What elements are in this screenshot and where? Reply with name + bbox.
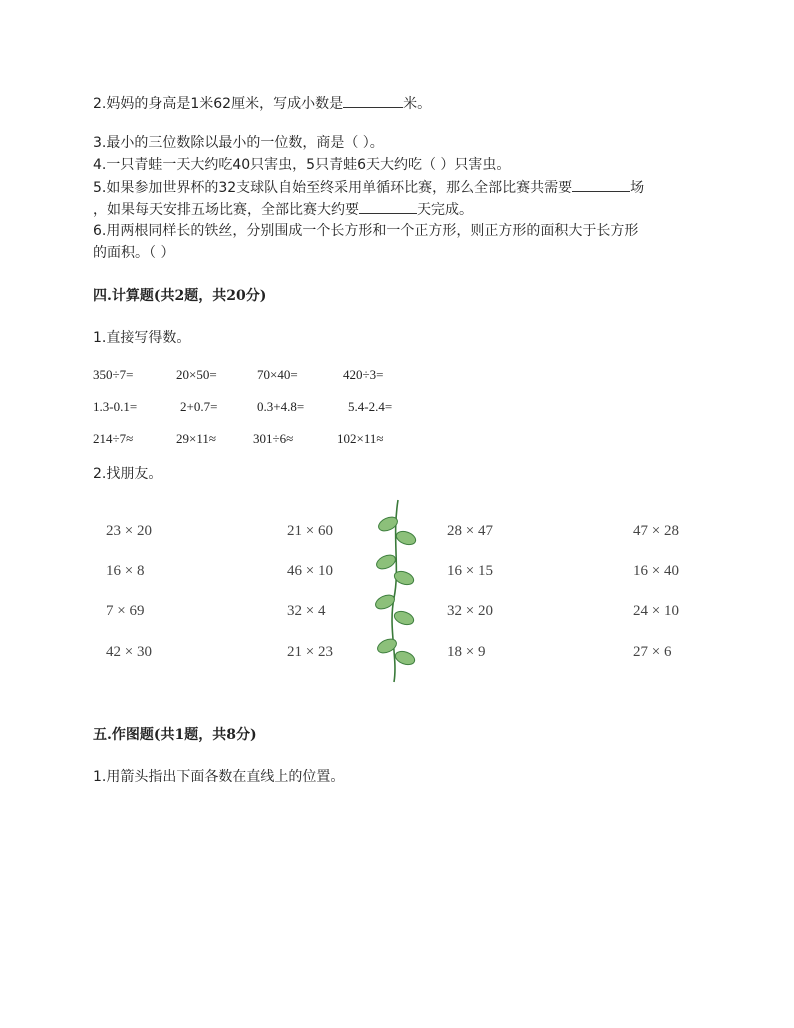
calc-item: 350÷7= [93, 367, 134, 382]
pair-expression: 21 × 60 [287, 523, 333, 539]
section-4-question-2: 2.找朋友。 [93, 466, 163, 482]
calc-item: 301÷6≈ [253, 431, 294, 446]
pair-expression: 46 × 10 [287, 563, 333, 579]
calc-item: 0.3+4.8= [257, 399, 305, 414]
pair-expression: 16 × 8 [106, 563, 145, 579]
calc-item: 20×50= [176, 367, 217, 382]
answer-blank[interactable] [343, 93, 403, 108]
pair-expression: 7 × 69 [106, 603, 145, 619]
question-3: 3.最小的三位数除以最小的一位数，商是（ ）。 [93, 135, 384, 151]
calc-item: 214÷7≈ [93, 431, 134, 446]
calc-item: 420÷3= [343, 367, 384, 382]
question-5-line-1: 5.如果参加世界杯的32支球队自始至终采用单循环比赛，那么全部比赛共需要 场 [93, 177, 644, 198]
pair-expression: 42 × 30 [106, 644, 152, 660]
leafy-vine-icon [370, 498, 420, 684]
pair-expression: 32 × 20 [447, 603, 493, 619]
answer-blank[interactable] [359, 199, 417, 214]
pair-expression: 18 × 9 [447, 644, 486, 660]
section-5-title: 五.作图题(共1题，共8分) [93, 727, 257, 743]
calc-item: 29×11≈ [176, 431, 216, 446]
pair-expression: 23 × 20 [106, 523, 152, 539]
section-4-title: 四.计算题(共2题，共20分) [93, 288, 267, 304]
pair-expression: 28 × 47 [447, 523, 493, 539]
calc-item: 5.4-2.4= [348, 399, 393, 414]
calc-item: 102×11≈ [337, 431, 384, 446]
question-2: 2.妈妈的身高是1米62厘米，写成小数是 米。 [93, 93, 431, 114]
pair-expression: 47 × 28 [633, 523, 679, 539]
question-6-line-2: 的面积。（ ） [93, 245, 175, 261]
calc-item: 2+0.7= [180, 399, 218, 414]
calc-item: 70×40= [257, 367, 298, 382]
pair-expression: 27 × 6 [633, 644, 672, 660]
pair-expression: 16 × 15 [447, 563, 493, 579]
pair-expression: 24 × 10 [633, 603, 679, 619]
pair-expression: 21 × 23 [287, 644, 333, 660]
question-5-line-2: ，如果每天安排五场比赛，全部比赛大约要 天完成。 [93, 199, 473, 220]
section-4-question-1: 1.直接写得数。 [93, 330, 191, 346]
answer-blank[interactable] [572, 177, 630, 192]
section-5-question-1: 1.用箭头指出下面各数在直线上的位置。 [93, 769, 345, 785]
calc-item: 1.3-0.1= [93, 399, 138, 414]
pair-expression: 32 × 4 [287, 603, 326, 619]
question-6-line-1: 6.用两根同样长的铁丝，分别围成一个长方形和一个正方形，则正方形的面积大于长方形 [93, 223, 639, 239]
pair-expression: 16 × 40 [633, 563, 679, 579]
question-4: 4.一只青蛙一天大约吃40只害虫，5只青蛙6天大约吃（ ）只害虫。 [93, 157, 511, 173]
